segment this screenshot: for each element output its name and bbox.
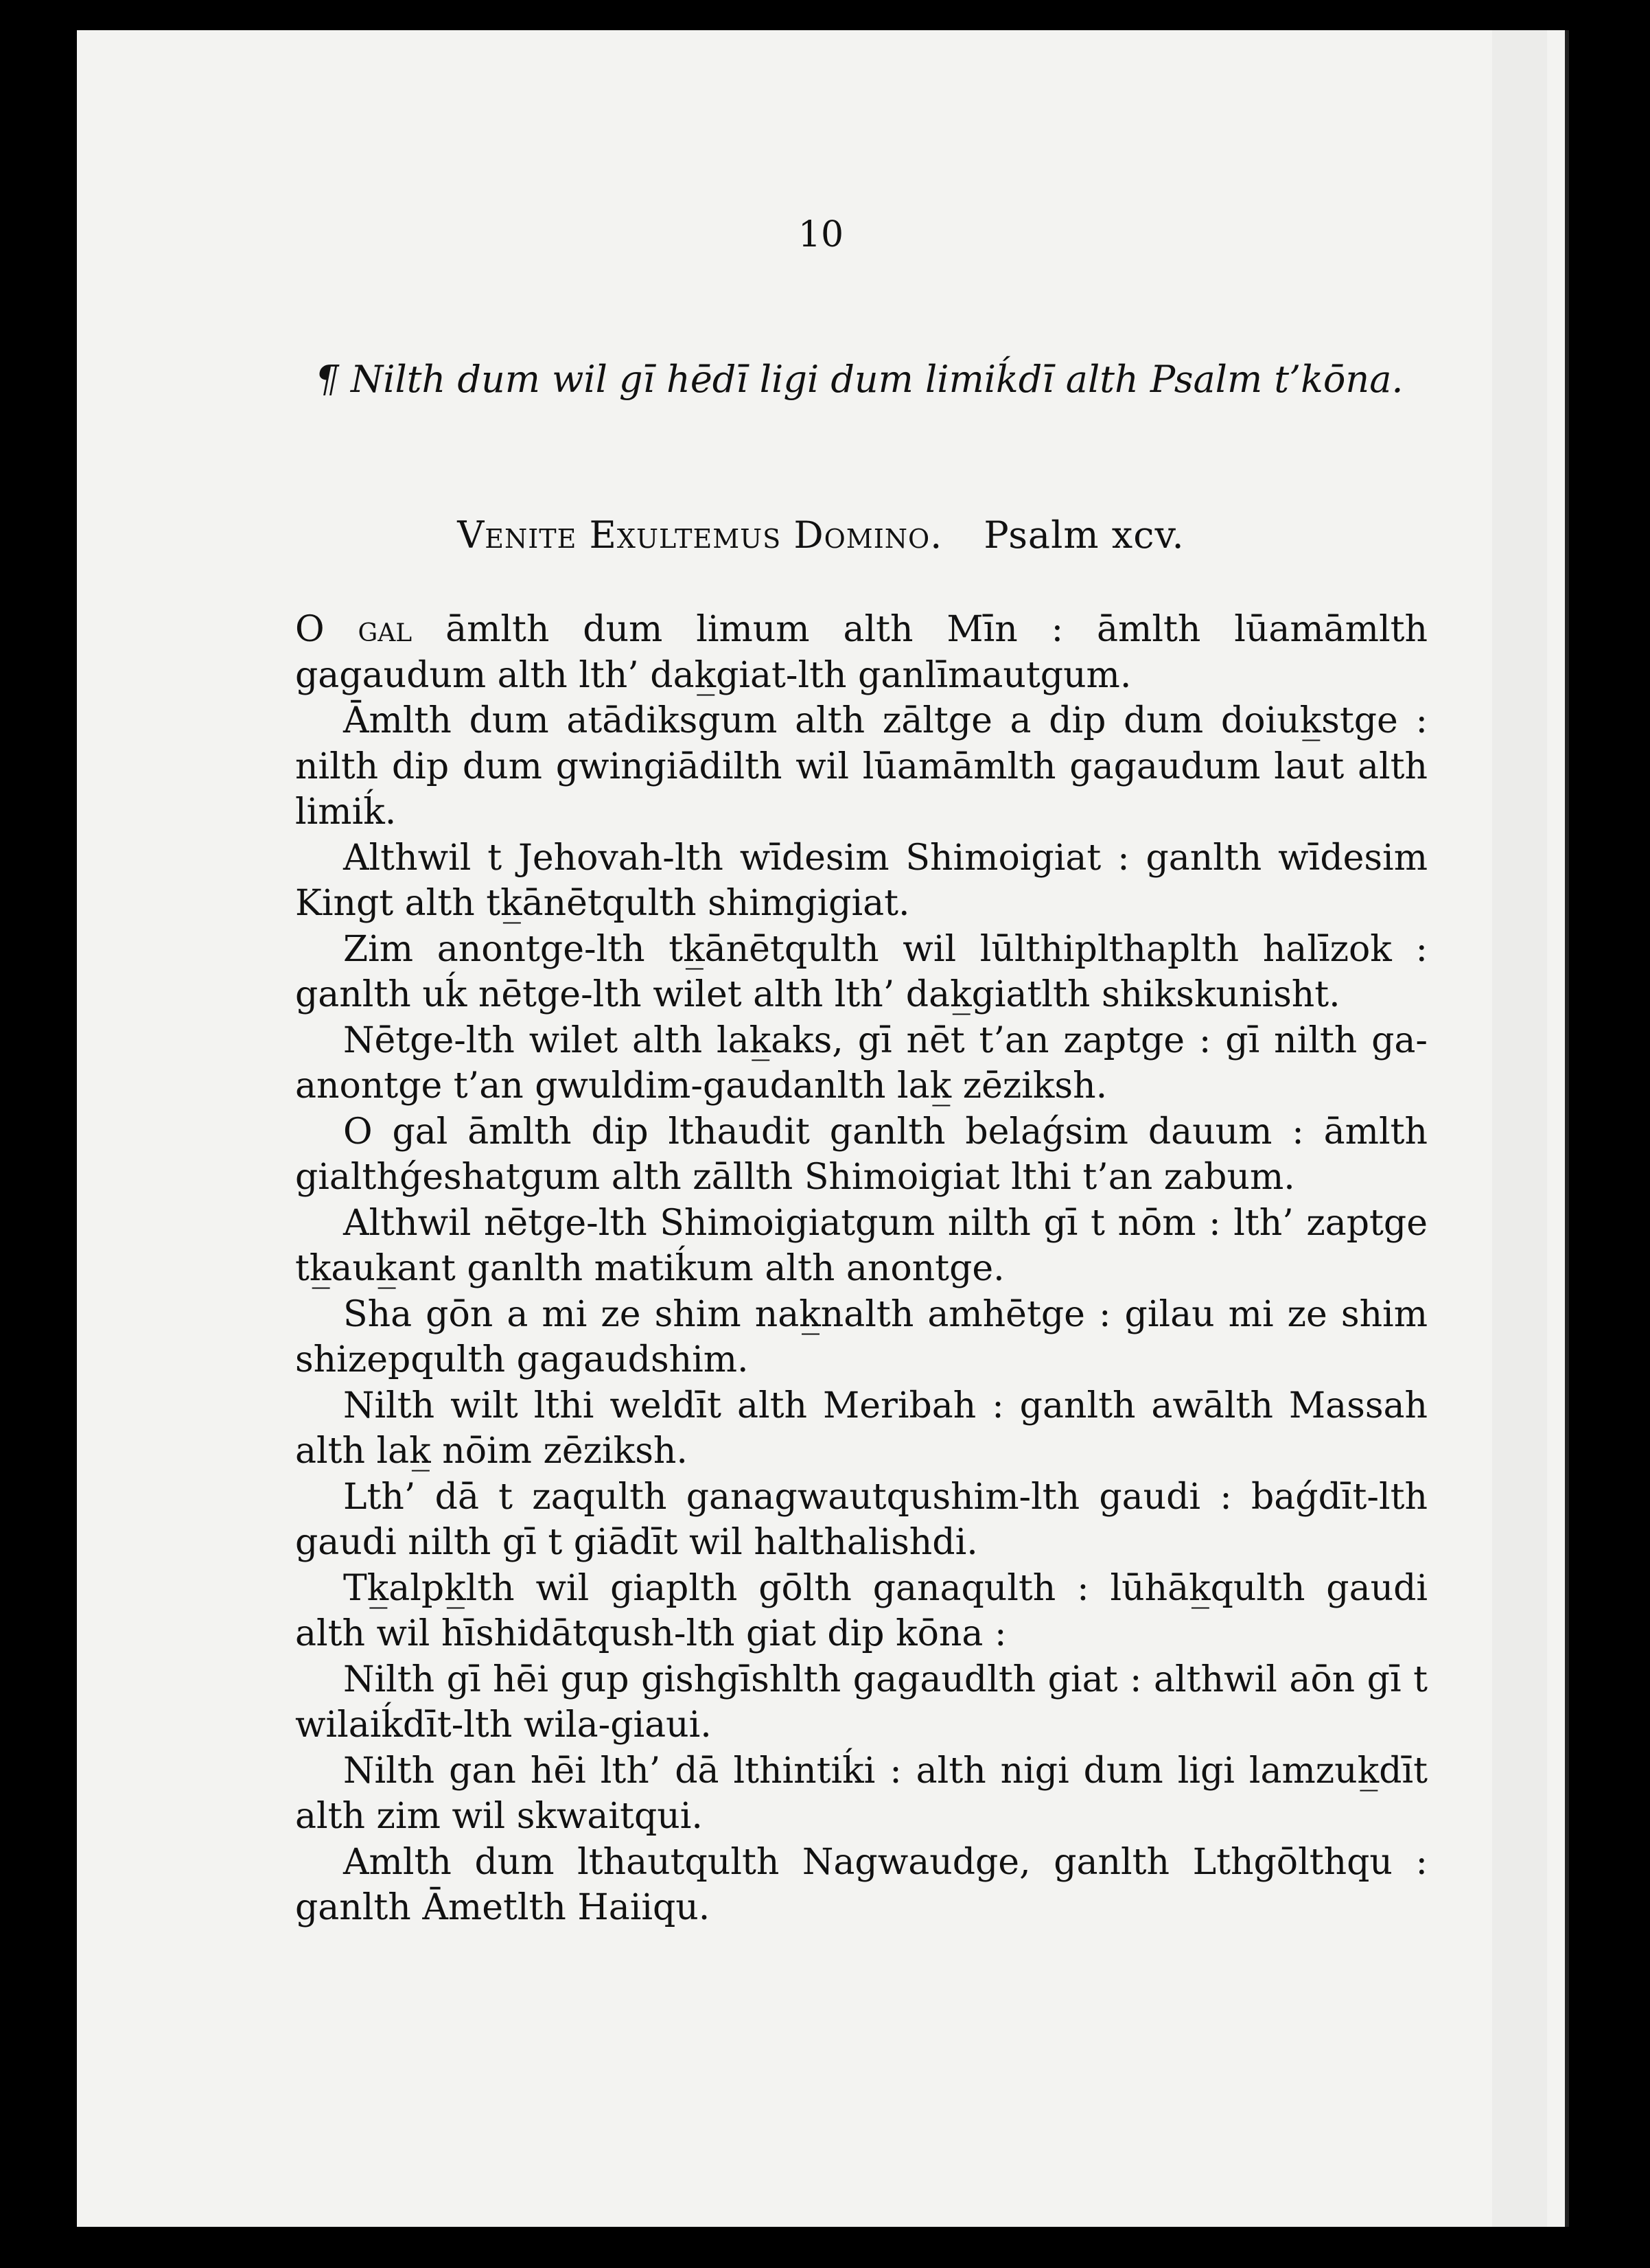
verse: Althwil nētge-lth Shimoigiatgum nilth gī t nōm : lth’ zaptge tk̲auk̲ant ganlth matiḱum alth anontge. [295,1202,1428,1289]
psalm-latin-title: Venite Exultemus Domino. [457,513,943,557]
verse: O gal āmlth dum limum alth Mīn : āmlth lūamāmlth gagaudum alth lth’ dak̲giat-lth ganlīmautgum. [295,609,1428,696]
verse: Nilth wilt lthi weldīt alth Meribah : ganlth awālth Massah alth lak̲ nōim zēziksh. [295,1385,1428,1472]
verse-lead: O gal [295,609,412,650]
psalm-title [77,513,1565,557]
verse: Nētge-lth wilet alth lak̲aks, gī nēt t’an zaptge : gī nilth ga-anontge t’an gwuldim-gaudanlth lak̲ zēziksh. [295,1019,1428,1107]
right-margin [1492,30,1547,2227]
verse: Zim anontge-lth tk̲ānētqulth wil lūlthiplthaplth halīzok : ganlth uḱ nētge-lth wilet alth lth’ dak̲giatlth shikskunisht. [295,928,1428,1015]
pilcrow-mark: ¶ [315,358,339,401]
verse: Āmlth dum atādiksgum alth zāltge a dip dum doiuk̲stge : nilth dip dum gwingiādilth wil lūamāmlth gagaudum laut alth limiḱ. [295,700,1428,833]
rubric-instruction [290,357,1429,402]
psalm-number: Psalm xcv. [984,513,1185,557]
psalm-text [295,607,1428,1931]
verse: Althwil t Jehovah-lth wīdesim Shimoigiat : ganlth wīdesim Kingt alth tk̲ānētqulth shimgigiat. [295,837,1428,924]
book-page [77,30,1565,2227]
verse: Lth’ dā t zaqulth ganagwautqushim-lth gaudi : baǵdīt-lth gaudi nilth gī t giādīt wil halthalishdi. [295,1476,1428,1563]
verse: Tk̲alpk̲lth wil giaplth gōlth ganaqulth : lūhāk̲qulth gaudi alth wil hīshidātqush-lth giat dip kōna : [295,1567,1428,1654]
verse: Nilth gan hēi lth’ dā lthintiḱi : alth nigi dum ligi lamzuk̲dīt alth zim wil skwaitqui. [295,1750,1428,1837]
page-number: 10 [798,214,844,255]
verse: Nilth gī hēi gup gishgīshlth gagaudlth giat : althwil aōn gī t wilaiḱdīt-lth wila-giaui. [295,1658,1428,1746]
verse: Amlth dum lthautqulth Nagwaudge, ganlth Lthgōlthqu : ganlth Āmetlth Haiiqu. [295,1841,1428,1928]
rubric-text: Nilth dum wil gī hēdī ligi dum limiḱdī alth Psalm t’kōna. [350,358,1404,401]
verse: Sha gōn a mi ze shim nak̲nalth amhētge : gilau mi ze shim shizepqulth gagaudshim. [295,1293,1428,1380]
page-edge [1565,30,1569,2227]
verse: O gal āmlth dip lthaudit ganlth belaǵsim dauum : āmlth gialthǵeshatgum alth zāllth Shimoigiat lthi t’an zabum. [295,1111,1428,1198]
